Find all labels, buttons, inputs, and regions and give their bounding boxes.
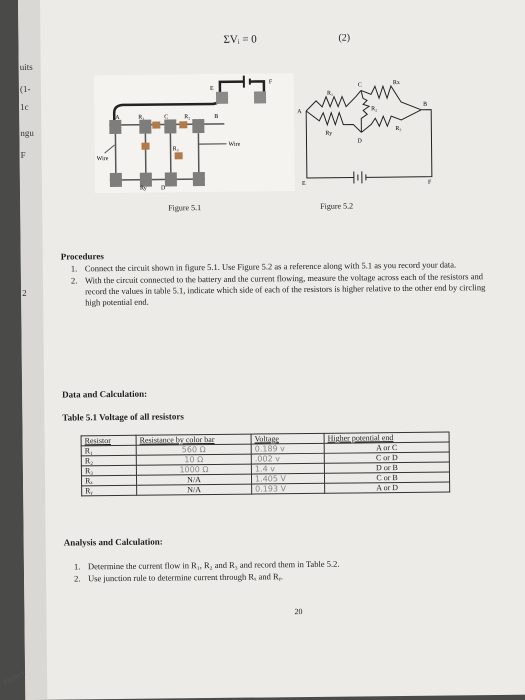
- table-caption: Table 5.1 Voltage of all resistors: [62, 411, 184, 423]
- resistor-cell: R₂: [81, 455, 136, 466]
- fig2-label: R₂: [371, 106, 378, 113]
- fig1-label: B: [214, 113, 219, 120]
- equation-number: (2): [338, 32, 351, 44]
- column-header: Higher potential end: [324, 432, 449, 443]
- fig1-label: F: [268, 79, 273, 86]
- margin-fragment: 2: [22, 287, 27, 298]
- fig1-label: Wire: [228, 141, 241, 148]
- resistor-cell: R₃: [81, 465, 136, 476]
- figure-5-2-schematic: [291, 72, 442, 192]
- fig2-label: D: [357, 138, 362, 145]
- resistor-cell: R₁: [81, 445, 136, 456]
- fig1-label: C: [164, 114, 169, 121]
- data-calculation-title: Data and Calculation:: [62, 388, 148, 400]
- voltage-cell: 0.193 V: [252, 483, 325, 494]
- potential-cell: C or B: [324, 472, 449, 483]
- fig1-label: A: [115, 114, 120, 121]
- margin-fragment: 1c: [20, 101, 29, 112]
- fig2-label: F: [427, 179, 432, 186]
- fig1-label: R₂: [184, 114, 191, 121]
- voltage-cell: 1.405 V: [251, 473, 324, 484]
- margin-fragment: (1-: [19, 83, 31, 94]
- potential-cell: D or B: [324, 462, 449, 473]
- analysis-title: Analysis and Calculation:: [63, 536, 163, 548]
- figure-5-2-caption: Figure 5.2: [320, 201, 354, 211]
- fig1-label: Wire: [96, 156, 109, 163]
- margin-fragment: ngu: [20, 127, 34, 138]
- fig2-label: Rx: [392, 80, 400, 87]
- procedures-title: Procedures: [60, 251, 104, 262]
- voltage-cell: 1.4 v: [251, 463, 324, 474]
- column-header: Voltage: [251, 433, 324, 444]
- fig2-label: E: [301, 180, 306, 188]
- fig1-label: R₁: [138, 114, 145, 121]
- resistor-cell: Rᵧ: [82, 485, 137, 496]
- resistance-cell: N/A: [136, 474, 251, 485]
- fig1-label: R₃: [172, 146, 179, 153]
- figure-5-1-photo: [94, 73, 295, 193]
- adjacent-page-strip: [18, 0, 47, 700]
- list-item: 1. Determine the current flow in R₁, R₂ and R₃ and record them in Table 5.2.: [73, 558, 340, 572]
- figure-5-1-caption: Figure 5.1: [168, 203, 202, 213]
- adjacent-page-fragment: expect: [0, 667, 27, 687]
- fig1-label: E: [209, 85, 214, 92]
- resistance-cell: 560 Ω: [136, 444, 251, 455]
- equation: ΣVᵢ = 0: [223, 33, 257, 46]
- fig2-label: R₁: [326, 90, 334, 97]
- page-number: 20: [294, 607, 303, 617]
- analysis-list: [64, 557, 504, 586]
- potential-cell: A or D: [325, 482, 450, 493]
- fig2-label: C: [357, 82, 362, 89]
- fig2-label: A: [297, 109, 302, 116]
- document-page: [18, 0, 525, 700]
- column-header: Resistor: [81, 435, 136, 446]
- margin-fragment: F: [20, 149, 26, 160]
- potential-cell: C or D: [324, 452, 449, 463]
- potential-cell: A or C: [324, 442, 449, 453]
- margin-fragment: uits: [19, 61, 33, 72]
- fig2-label: B: [423, 101, 428, 108]
- fig1-label: Ry: [139, 185, 147, 192]
- resistance-cell: 1000 Ω: [136, 464, 251, 475]
- resistor-cell: Rₓ: [81, 475, 136, 486]
- voltage-table: [81, 432, 451, 497]
- list-item: 2. With the circuit connected to the battery and the current flowing, measure the voltage across each of the resistors and record the values in table 5.1, indicate which side of each of the resistors is higher relative to the other end by circling high potential end.: [70, 271, 486, 308]
- resistance-cell: N/A: [137, 484, 252, 495]
- resistance-cell: 10 Ω: [136, 454, 251, 465]
- fig2-label: R₃: [395, 125, 402, 133]
- list-item: 2. Use junction rule to determine current through Rₓ and Rᵧ.: [74, 571, 284, 584]
- fig2-label: Ry: [325, 130, 333, 137]
- voltage-cell: .002 v: [251, 453, 324, 464]
- procedures-list: [61, 259, 501, 310]
- fig1-label: D: [160, 185, 166, 192]
- column-header: Resistance by color bar: [136, 434, 251, 445]
- list-item: 1. Connect the circuit shown in figure 5.1. Use Figure 5.2 as a reference along with 5.1 as you record your data.: [70, 259, 457, 274]
- voltage-cell: 0.189 v: [251, 443, 324, 454]
